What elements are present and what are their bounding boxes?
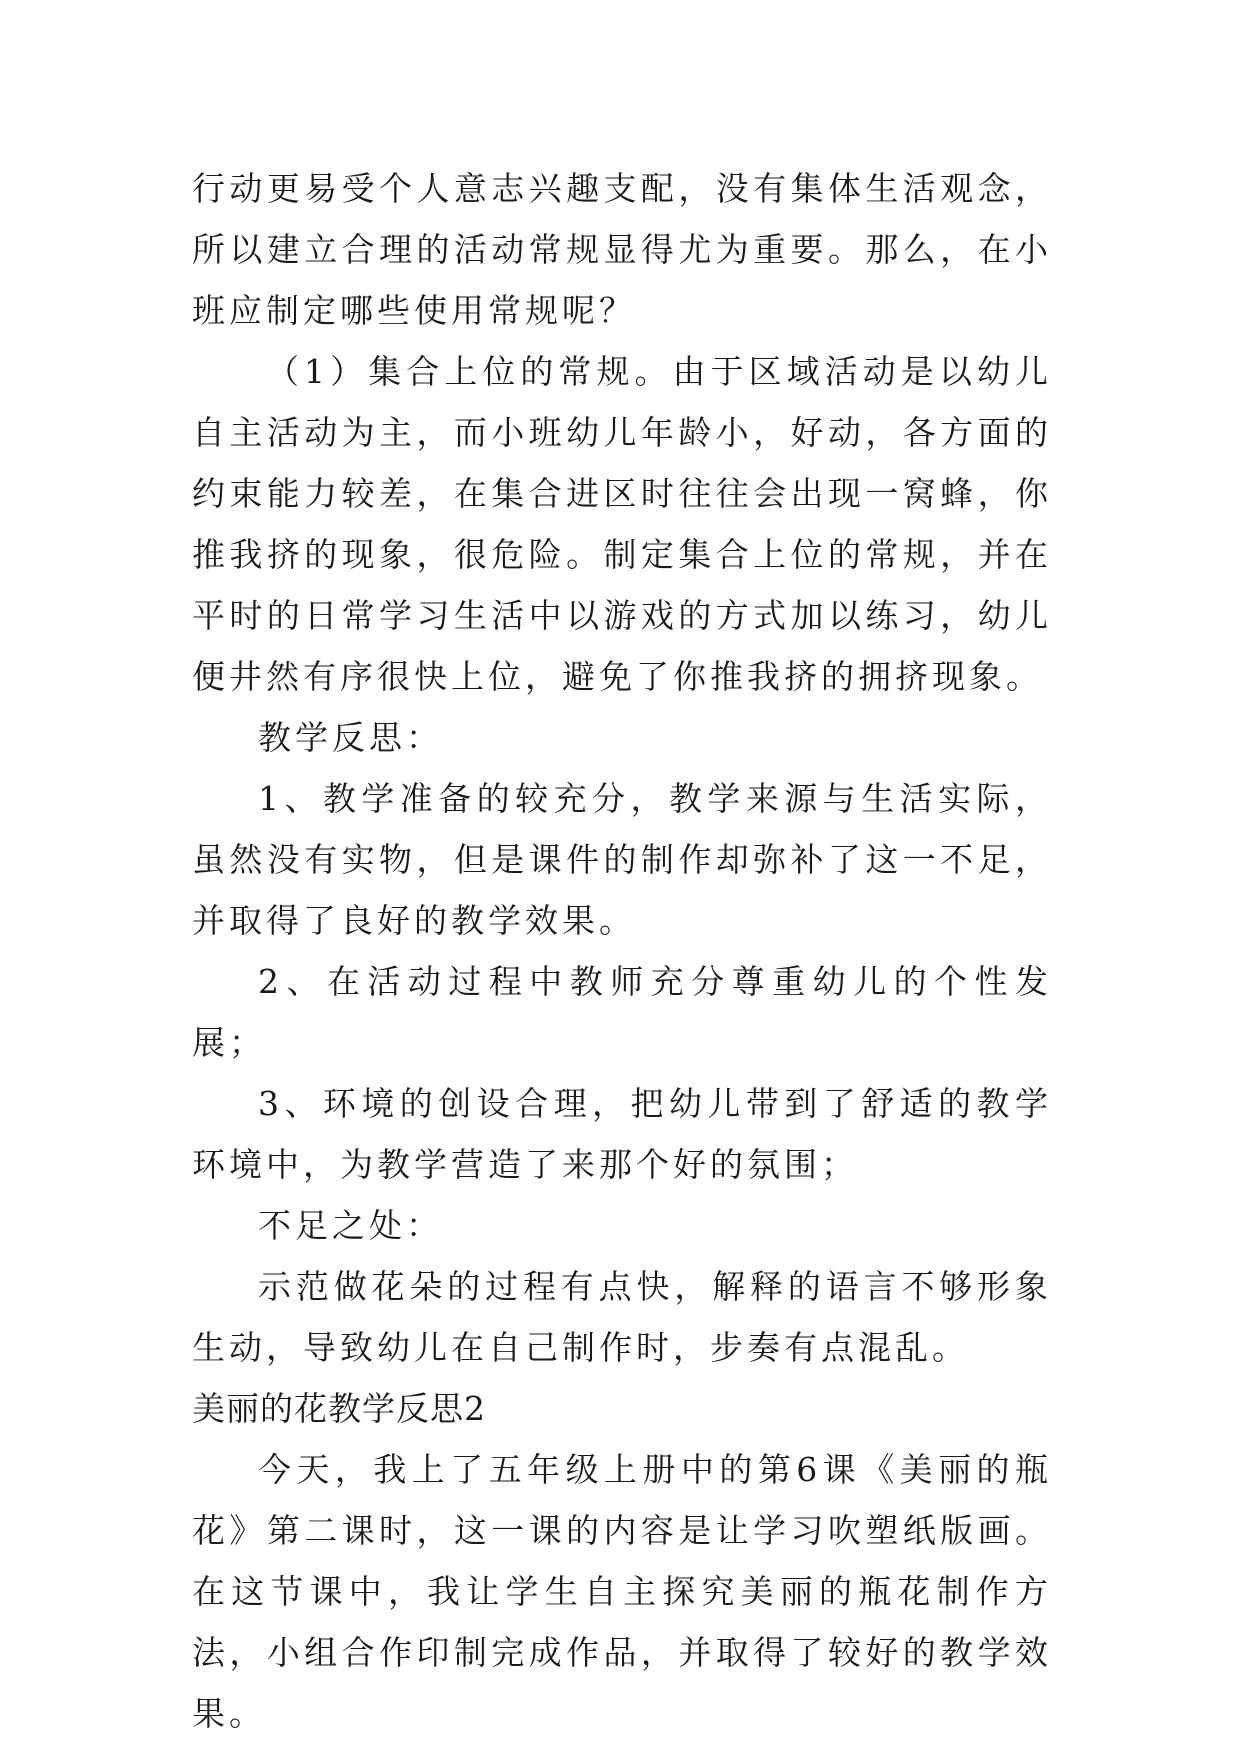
document-body bbox=[192, 158, 1052, 1744]
shortcomings-paragraph: 示范做花朵的过程有点快，解释的语言不够形象生动，导致幼儿在自己制作时，步奏有点混乱。 bbox=[192, 1267, 1052, 1367]
paragraph-continuation: 行动更易受个人意志兴趣支配，没有集体生活观念，所以建立合理的活动常规显得尤为重要。那么，在小班应制定哪些使用常规呢？ bbox=[192, 169, 1052, 330]
reflection-item-2: 2、在活动过程中教师充分尊重幼儿的个性发展； bbox=[192, 962, 1052, 1062]
section-heading: 美丽的花教学反思2 bbox=[192, 1389, 486, 1428]
reflection-item-3: 3、环境的创设合理，把幼儿带到了舒适的教学环境中，为教学营造了来那个好的氛围； bbox=[192, 1084, 1052, 1184]
paragraph-gathering-rule: （1）集合上位的常规。由于区域活动是以幼儿自主活动为主，而小班幼儿年龄小，好动，各方面的约束能力较差，在集合进区时往往会出现一窝蜂，你推我挤的现象，很危险。制定集合上位的常规，并在平时的日常学习生活中以游戏的方式加以练习，幼儿便井然有序很快上位，避免了你推我挤的拥挤现象。 bbox=[192, 352, 1052, 696]
reflection-item-1: 1、教学准备的较充分，教学来源与生活实际，虽然没有实物，但是课件的制作却弥补了这一不足，并取得了良好的教学效果。 bbox=[192, 779, 1052, 940]
section-label-shortcomings: 不足之处： bbox=[258, 1206, 443, 1245]
paragraph-lesson-intro: 今天，我上了五年级上册中的第6课《美丽的瓶花》第二课时，这一课的内容是让学习吹塑纸版画。在这节课中，我让学生自主探究美丽的瓶花制作方法，小组合作印制完成作品，并取得了较好的教学效果。 bbox=[192, 1450, 1052, 1733]
section-label-reflection: 教学反思： bbox=[258, 718, 443, 757]
